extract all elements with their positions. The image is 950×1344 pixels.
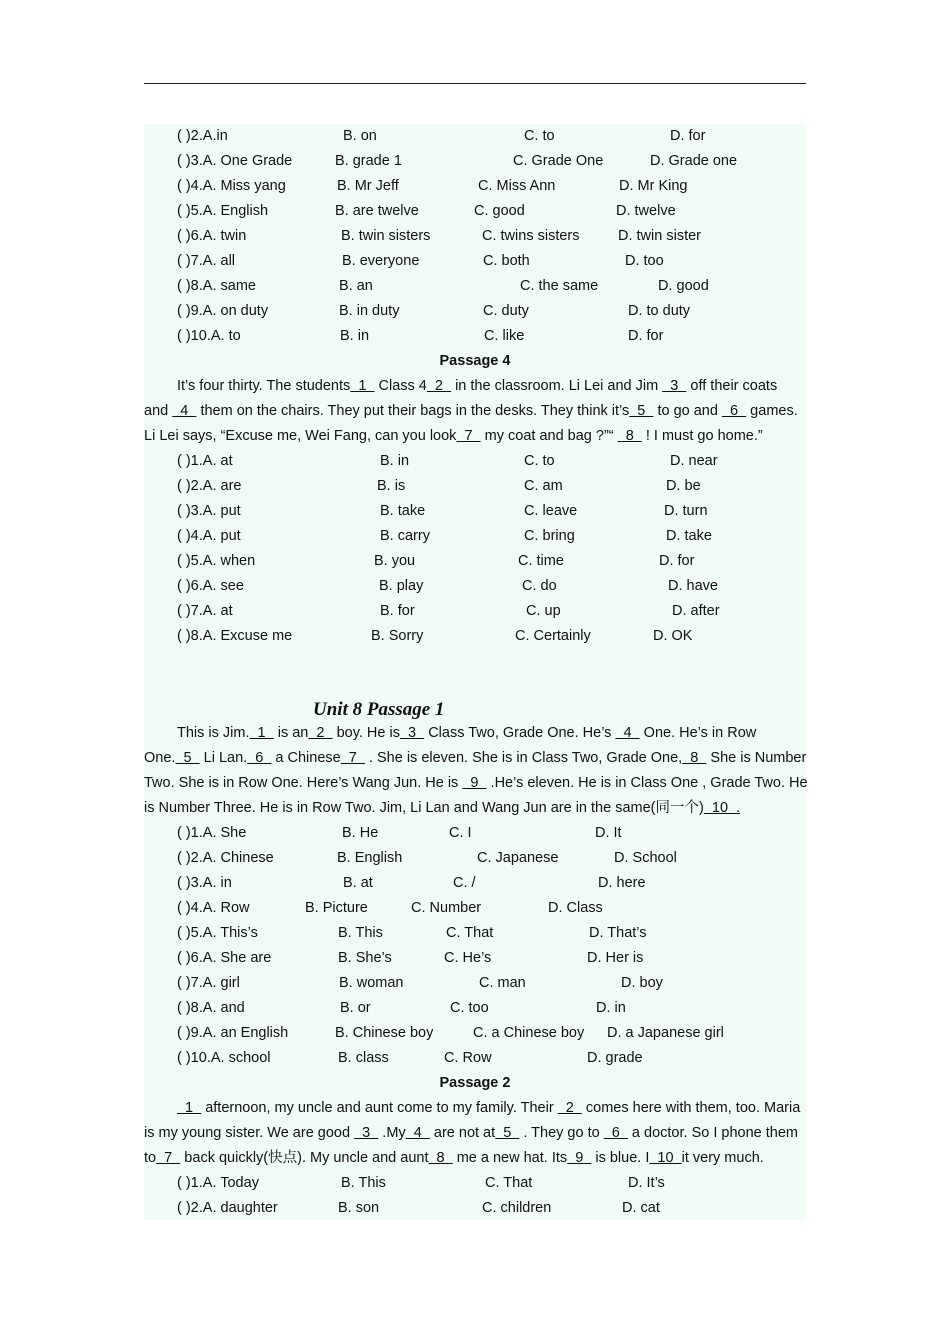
option-c: C. time (518, 553, 564, 569)
option-b: B. Picture (305, 900, 368, 916)
option-a: ( )10.A. school (177, 1050, 271, 1066)
option-d: D. too (625, 253, 664, 269)
option-d: D. for (659, 553, 695, 569)
option-d: D. near (670, 453, 718, 469)
option-c: C. man (479, 975, 526, 991)
blank: 6 (247, 750, 272, 766)
option-b: B. She’s (338, 950, 392, 966)
unit-title: Unit 8 Passage 1 (313, 699, 445, 720)
option-b: B. twin sisters (341, 228, 431, 244)
option-c: C. both (483, 253, 530, 269)
worksheet-content (144, 124, 806, 1220)
option-d: D. to duty (628, 303, 691, 319)
option-d: D. take (666, 528, 712, 544)
blank: 5 (175, 750, 200, 766)
passage-line: It’s four thirty. The students 1 Class 4 2 in the classroom. Li Lei and Jim 3 off their coats (177, 378, 778, 394)
option-b: B. This (341, 1175, 386, 1191)
option-a: ( )8.A. same (177, 278, 256, 294)
option-a: ( )7.A. at (177, 603, 233, 619)
option-d: D. That’s (589, 925, 647, 941)
option-b: B. English (337, 850, 403, 866)
option-a: ( )7.A. all (177, 253, 236, 269)
option-d: D. cat (622, 1200, 660, 1216)
option-b: B. Chinese boy (335, 1025, 434, 1041)
blank: 8 (682, 750, 707, 766)
option-b: B. son (338, 1200, 380, 1216)
passage-line: Two. She is in Row One. Here’s Wang Jun. He is 9 .He’s eleven. He is in Class One , Grade Two. He (144, 775, 808, 791)
passage-heading: Passage 4 (439, 353, 511, 369)
option-c: C. / (453, 875, 476, 891)
blank: 9 (567, 1150, 592, 1166)
header-rule (144, 83, 806, 84)
option-c: C. Certainly (515, 628, 591, 644)
option-b: B. in duty (339, 303, 400, 319)
option-d: D. Class (548, 900, 603, 916)
blank: 2 (557, 1100, 582, 1116)
option-c: C. Row (444, 1050, 492, 1066)
blank: 3 (399, 725, 425, 741)
option-c: C. to (524, 453, 555, 469)
option-a: ( )1.A. She (177, 825, 247, 841)
blank: 5 (629, 403, 654, 419)
option-b: B. in (380, 453, 410, 469)
option-b: B. an (339, 278, 373, 294)
blank: 7 (156, 1150, 181, 1166)
blank: 4 (615, 725, 640, 741)
option-b: B. at (343, 875, 373, 891)
option-c: C. He’s (444, 950, 492, 966)
option-d: D. after (672, 603, 720, 619)
option-c: C. too (450, 1000, 489, 1016)
passage-line: One. 5 Li Lan. 6 a Chinese 7 . She is eleven. She is in Class Two, Grade One, 8 She is Number (144, 750, 807, 766)
option-a: ( )9.A. on duty (177, 303, 269, 319)
option-c: C. Japanese (477, 850, 559, 866)
blank: 6 (721, 403, 747, 419)
option-d: D. Her is (587, 950, 644, 966)
option-b: B. are twelve (335, 203, 419, 219)
option-a: ( )5.A. when (177, 553, 256, 569)
option-c: C. do (522, 578, 557, 594)
option-c: C. That (485, 1175, 533, 1191)
option-d: D. School (614, 850, 677, 866)
option-a: ( )5.A. This’s (177, 925, 258, 941)
blank: 1 (249, 725, 274, 741)
blank: 4 (405, 1125, 430, 1141)
option-a: ( )3.A. in (177, 875, 232, 891)
option-d: D. OK (653, 628, 693, 644)
option-d: D. for (628, 328, 664, 344)
option-a: ( )10.A. to (177, 328, 241, 344)
passage-line: This is Jim. 1 is an 2 boy. He is 3 Class Two, Grade One. He’s 4 One. He’s in Row (177, 725, 757, 741)
option-b: B. carry (380, 528, 430, 544)
blank: 10 . (703, 800, 741, 816)
option-a: ( )5.A. English (177, 203, 269, 219)
passage-line: and 4 them on the chairs. They put their bags in the desks. They think it’s 5 to go and 6 games. (144, 403, 798, 419)
option-c: C. up (526, 603, 561, 619)
blank: 7 (456, 428, 481, 444)
option-d: D. twin sister (618, 228, 701, 244)
passage-heading: Passage 2 (439, 1075, 511, 1091)
option-b: B. in (340, 328, 370, 344)
option-d: D. a Japanese girl (607, 1025, 724, 1041)
option-d: D. Mr King (619, 178, 688, 194)
option-b: B. woman (339, 975, 404, 991)
option-a: ( )1.A. at (177, 453, 233, 469)
blank: 5 (495, 1125, 520, 1141)
option-d: D. be (666, 478, 701, 494)
blank: 7 (340, 750, 365, 766)
blank: 4 (172, 403, 197, 419)
option-c: C. Number (411, 900, 482, 916)
option-c: C. leave (524, 503, 578, 519)
option-b: B. play (379, 578, 424, 594)
passage-line: Li Lei says, “Excuse me, Wei Fang, can you look 7 my coat and bag ?”“ 8 ! I must go home.” (144, 428, 763, 444)
blank: 3 (354, 1125, 379, 1141)
passage-line: is my young sister. We are good 3 .My 4 are not at 5 . They go to 6 a doctor. So I phone them (144, 1125, 798, 1141)
option-a: ( )9.A. an English (177, 1025, 289, 1041)
option-a: ( )4.A. Row (177, 900, 250, 916)
option-b: B. grade 1 (335, 153, 402, 169)
option-d: D. It (595, 825, 622, 841)
blank: 6 (603, 1125, 628, 1141)
option-c: C. like (484, 328, 525, 344)
option-d: D. twelve (616, 203, 676, 219)
blank: 8 (617, 428, 642, 444)
blank: 1 (177, 1100, 202, 1116)
option-a: ( )6.A. see (177, 578, 244, 594)
option-b: B. for (380, 603, 415, 619)
blank: 9 (462, 775, 487, 791)
option-b: B. class (338, 1050, 389, 1066)
option-a: ( )6.A. twin (177, 228, 247, 244)
option-b: B. everyone (342, 253, 420, 269)
option-a: ( )2.A. daughter (177, 1200, 278, 1216)
option-c: C. a Chinese boy (473, 1025, 585, 1041)
option-b: B. Sorry (371, 628, 424, 644)
option-a: ( )7.A. girl (177, 975, 240, 991)
option-a: ( )6.A. She are (177, 950, 272, 966)
option-a: ( )3.A. One Grade (177, 153, 293, 169)
blank: 2 (308, 725, 333, 741)
option-b: B. Mr Jeff (337, 178, 399, 194)
option-d: D. It’s (628, 1175, 665, 1191)
option-c: C. duty (483, 303, 529, 319)
option-b: B. or (340, 1000, 371, 1016)
option-a: ( )2.A. Chinese (177, 850, 274, 866)
blank: 1 (350, 378, 375, 394)
option-d: D. grade (587, 1050, 643, 1066)
option-c: C. bring (524, 528, 575, 544)
option-c: C. the same (520, 278, 599, 294)
option-a: ( )1.A. Today (177, 1175, 259, 1191)
option-a: ( )2.A.in (177, 128, 228, 144)
blank: 2 (426, 378, 452, 394)
option-d: D. for (670, 128, 706, 144)
option-d: D. in (596, 1000, 626, 1016)
option-c: C. That (446, 925, 494, 941)
option-c: C. good (474, 203, 525, 219)
option-b: B. on (343, 128, 377, 144)
option-d: D. have (668, 578, 718, 594)
option-a: ( )2.A. are (177, 478, 242, 494)
passage-line: is Number Three. He is in Row Two. Jim, Li Lan and Wang Jun are in the same(同一个) 10 . (144, 800, 741, 816)
option-b: B. you (374, 553, 416, 569)
option-b: B. is (377, 478, 406, 494)
option-c: C. children (482, 1200, 552, 1216)
option-a: ( )4.A. put (177, 528, 241, 544)
option-d: D. good (658, 278, 709, 294)
option-c: C. am (524, 478, 563, 494)
option-c: C. to (524, 128, 555, 144)
passage-line: 1 afternoon, my uncle and aunt come to my family. Their 2 comes here with them, too. Maria (177, 1100, 801, 1116)
option-d: D. here (598, 875, 646, 891)
option-a: ( )4.A. Miss yang (177, 178, 286, 194)
option-b: B. take (380, 503, 426, 519)
option-b: B. He (342, 825, 379, 841)
option-a: ( )8.A. and (177, 1000, 245, 1016)
option-d: D. boy (621, 975, 663, 991)
option-c: C. I (449, 825, 472, 841)
blank: 10 (649, 1150, 682, 1166)
option-b: B. This (338, 925, 383, 941)
option-a: ( )3.A. put (177, 503, 241, 519)
blank: 3 (662, 378, 687, 394)
option-c: C. Grade One (513, 153, 604, 169)
blank: 8 (428, 1150, 453, 1166)
option-c: C. Miss Ann (478, 178, 556, 194)
option-a: ( )8.A. Excuse me (177, 628, 293, 644)
option-d: D. Grade one (650, 153, 738, 169)
option-d: D. turn (664, 503, 708, 519)
passage-line: to 7 back quickly(快点). My uncle and aunt 8 me a new hat. Its 9 is blue. I 10 it very much. (144, 1150, 764, 1166)
option-c: C. twins sisters (482, 228, 580, 244)
